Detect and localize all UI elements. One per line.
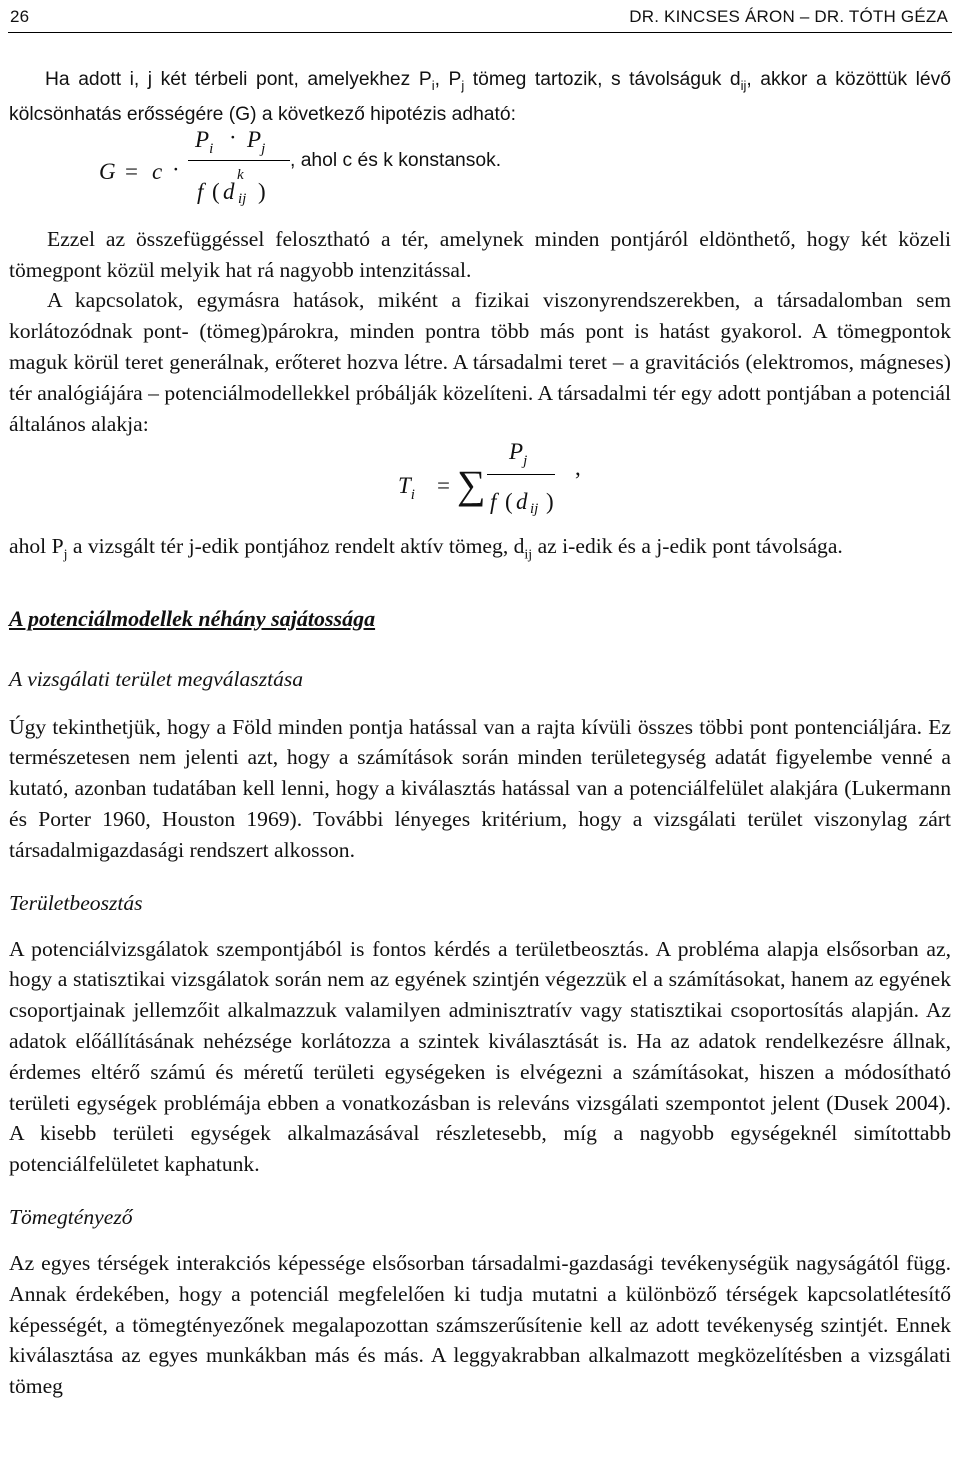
formula1-note: , ahol c és k konstansok.	[290, 149, 502, 171]
paragraph-3	[9, 531, 951, 571]
intro-text-4: , akkor a közöttük lévő kölcsönhatás erősségére (G) a következő hipotézis adható:	[9, 69, 951, 125]
intro-text-2: , P	[434, 69, 462, 90]
formula1-dot: ·	[172, 156, 180, 182]
para3-text-a: ahol P	[9, 534, 64, 559]
formula1-num-sub-i: i	[209, 140, 214, 157]
formula1-lhs: G	[99, 158, 116, 184]
page-body	[9, 65, 951, 1402]
formula1-den-ij: ij	[238, 190, 247, 207]
formula1-den-f: f	[197, 178, 204, 204]
para3-text-b: a vizsgált tér j-edik pontjához rendelt aktív tömeg, d	[67, 534, 525, 559]
formula2-den-d: d	[516, 489, 528, 515]
formula2-den-open: (	[505, 489, 513, 515]
paragraph-2: A kapcsolatok, egymásra hatások, miként a fizikai viszonyrendszerekben, a társadalomban sem korlátozódnak pont- (tömeg)párokra, minden pontra több más pont is hatást gyakorol. A tömegpontok maguk körül teret generálnak, erőteret hozva létre. A társadalmi teret – a gravitációs (elektromos, mágneses) tér analógiájára – potenciálmodellekkel próbálják közelíteni. A társadalmi tér egy adott pontjában a potenciál általános alakja:	[9, 288, 951, 436]
formula1-equals: =	[125, 158, 138, 184]
formula2-num-p: P	[509, 439, 524, 465]
subsection-title-territorial-division: Területbeosztás	[9, 890, 143, 915]
formula2-lhs-sub: i	[410, 487, 415, 504]
formula2-num	[509, 439, 527, 470]
formula1-den-k: k	[237, 166, 244, 183]
formula2-comma: ,	[575, 455, 581, 481]
subsection-title-mass-factor: Tömegtényező	[9, 1204, 133, 1229]
intro-sub-i: i	[431, 77, 435, 93]
formula2-den-f: f	[490, 489, 497, 515]
intro-sub-ij: ij	[740, 77, 747, 93]
potential-formula	[9, 439, 951, 527]
formula1-num-sub-j: j	[261, 140, 266, 157]
formula1-c: c	[152, 158, 163, 184]
formula1-num-pj	[247, 127, 265, 158]
formula1-num-dot: ·	[229, 124, 237, 150]
para3-text-c: az i-edik és a j-edik pont távolsága.	[532, 534, 843, 559]
formula2-sum: ∑	[457, 462, 486, 508]
formula2-lhs-letter: T	[398, 473, 411, 499]
header-rule	[8, 32, 952, 33]
formula1-den-d: d	[223, 178, 235, 204]
formula2-lhs	[398, 473, 415, 504]
paragraph-1: Ezzel az összefüggéssel felosztható a tér, amelynek minden pontjáról eldönthető, hogy két közeli tömegpont közül melyik hat rá nagyobb intenzitással.	[9, 226, 951, 282]
section-title: A potenciálmodellek néhány sajátossága	[9, 605, 376, 631]
formula1-num-p	[195, 127, 213, 158]
formula2-num-sub-j: j	[523, 453, 528, 470]
subsection-title-study-area: A vizsgálati terület megválasztása	[9, 666, 304, 691]
running-header-authors: DR. KINCSES ÁRON – DR. TÓTH GÉZA	[629, 7, 948, 26]
formula1-den-open: (	[212, 178, 220, 204]
intro-text-1: Ha adott i, j két térbeli pont, amelyekhez P	[45, 69, 432, 90]
formula1-den-close: )	[258, 178, 266, 204]
formula1-num-p-letter: P	[195, 126, 210, 152]
subsection-text-territorial-division: A potenciálvizsgálatok szempontjából is fontos kérdés a területbeosztás. A probléma alapja elsősorban az, hogy a statisztikai vizsgálatok során nem az egyének szintjén végezzük el a számításokat, hanem az egyének csoportjainak jellemzőit alkalmazzuk valamilyen adminisztratív vagy statisztikai csoportosítás alapján. Az adatok előállításának nehézsége korlátozza a szintek kiválasztását is. Ha az adatok rendelkezésre állnak, érdemes eltérő számú és méretű területi egységeken is elvégezni a számításokat, hiszen a módosítható területi egységek problémája ebben a vonatkozásban is releváns vizsgálati szempontot jelent (Dusek 2004). A kisebb területi egységek alkalmazásával részletesebb, míg a nagyobb egységeknél simítottabb potenciálfelületet kaphatunk.	[9, 936, 951, 1177]
intro-paragraph	[9, 65, 951, 129]
formula1-fraction-bar	[188, 160, 290, 161]
subsection-text-mass-factor: Az egyes térségek interakciós képessége elsősorban társadalmi-gazdasági tevékenységük nagyságától függ. Annak érdekében, hogy a potenciál megfelelően ki tudja mutatni a különböző térségek kapcsolatlétesítő képességét, a tömegtényezőnek megalapozottan számszerűsítenie kell az adott tevékenység szintjét. Ennek kiválasztása az egyes munkákban más és más. A leggyakrabban alkalmazott megközelítésben a vizsgálati tömeg	[9, 1250, 951, 1399]
intro-text-3: tömeg tartozik, s távolságuk d	[464, 69, 741, 90]
formula2-equals: =	[437, 473, 450, 499]
formula2-fraction-bar	[487, 474, 555, 475]
para3-sub-ij: ij	[524, 547, 533, 563]
gravity-formula	[9, 124, 951, 224]
intro-sub-j: j	[461, 77, 465, 93]
formula1-num-pj-letter: P	[247, 126, 262, 152]
subsection-text-study-area: Úgy tekinthetjük, hogy a Föld minden pontja hatással van a rajta kívüli összes többi pont pontenciáljára. Ez természetesen nem jelenti azt, hogy a számítások során minden területegység adatát figyelembe venné a kutató, azonban tudatában kell lenni, hogy a kiválasztás hatással van a potenciálfelület alakjára (Lukermann és Porter 1960, Houston 1969). További lényeges kritérium, hogy a vizsgálati terület viszonylag zárt társadalmigazdasági rendszert alkosson.	[9, 714, 951, 862]
formula2-den-ij: ij	[530, 501, 539, 518]
running-header	[10, 5, 950, 29]
page-number: 26	[10, 7, 30, 26]
para3-sub-j: j	[63, 547, 68, 563]
formula2-den-close: )	[546, 489, 554, 515]
